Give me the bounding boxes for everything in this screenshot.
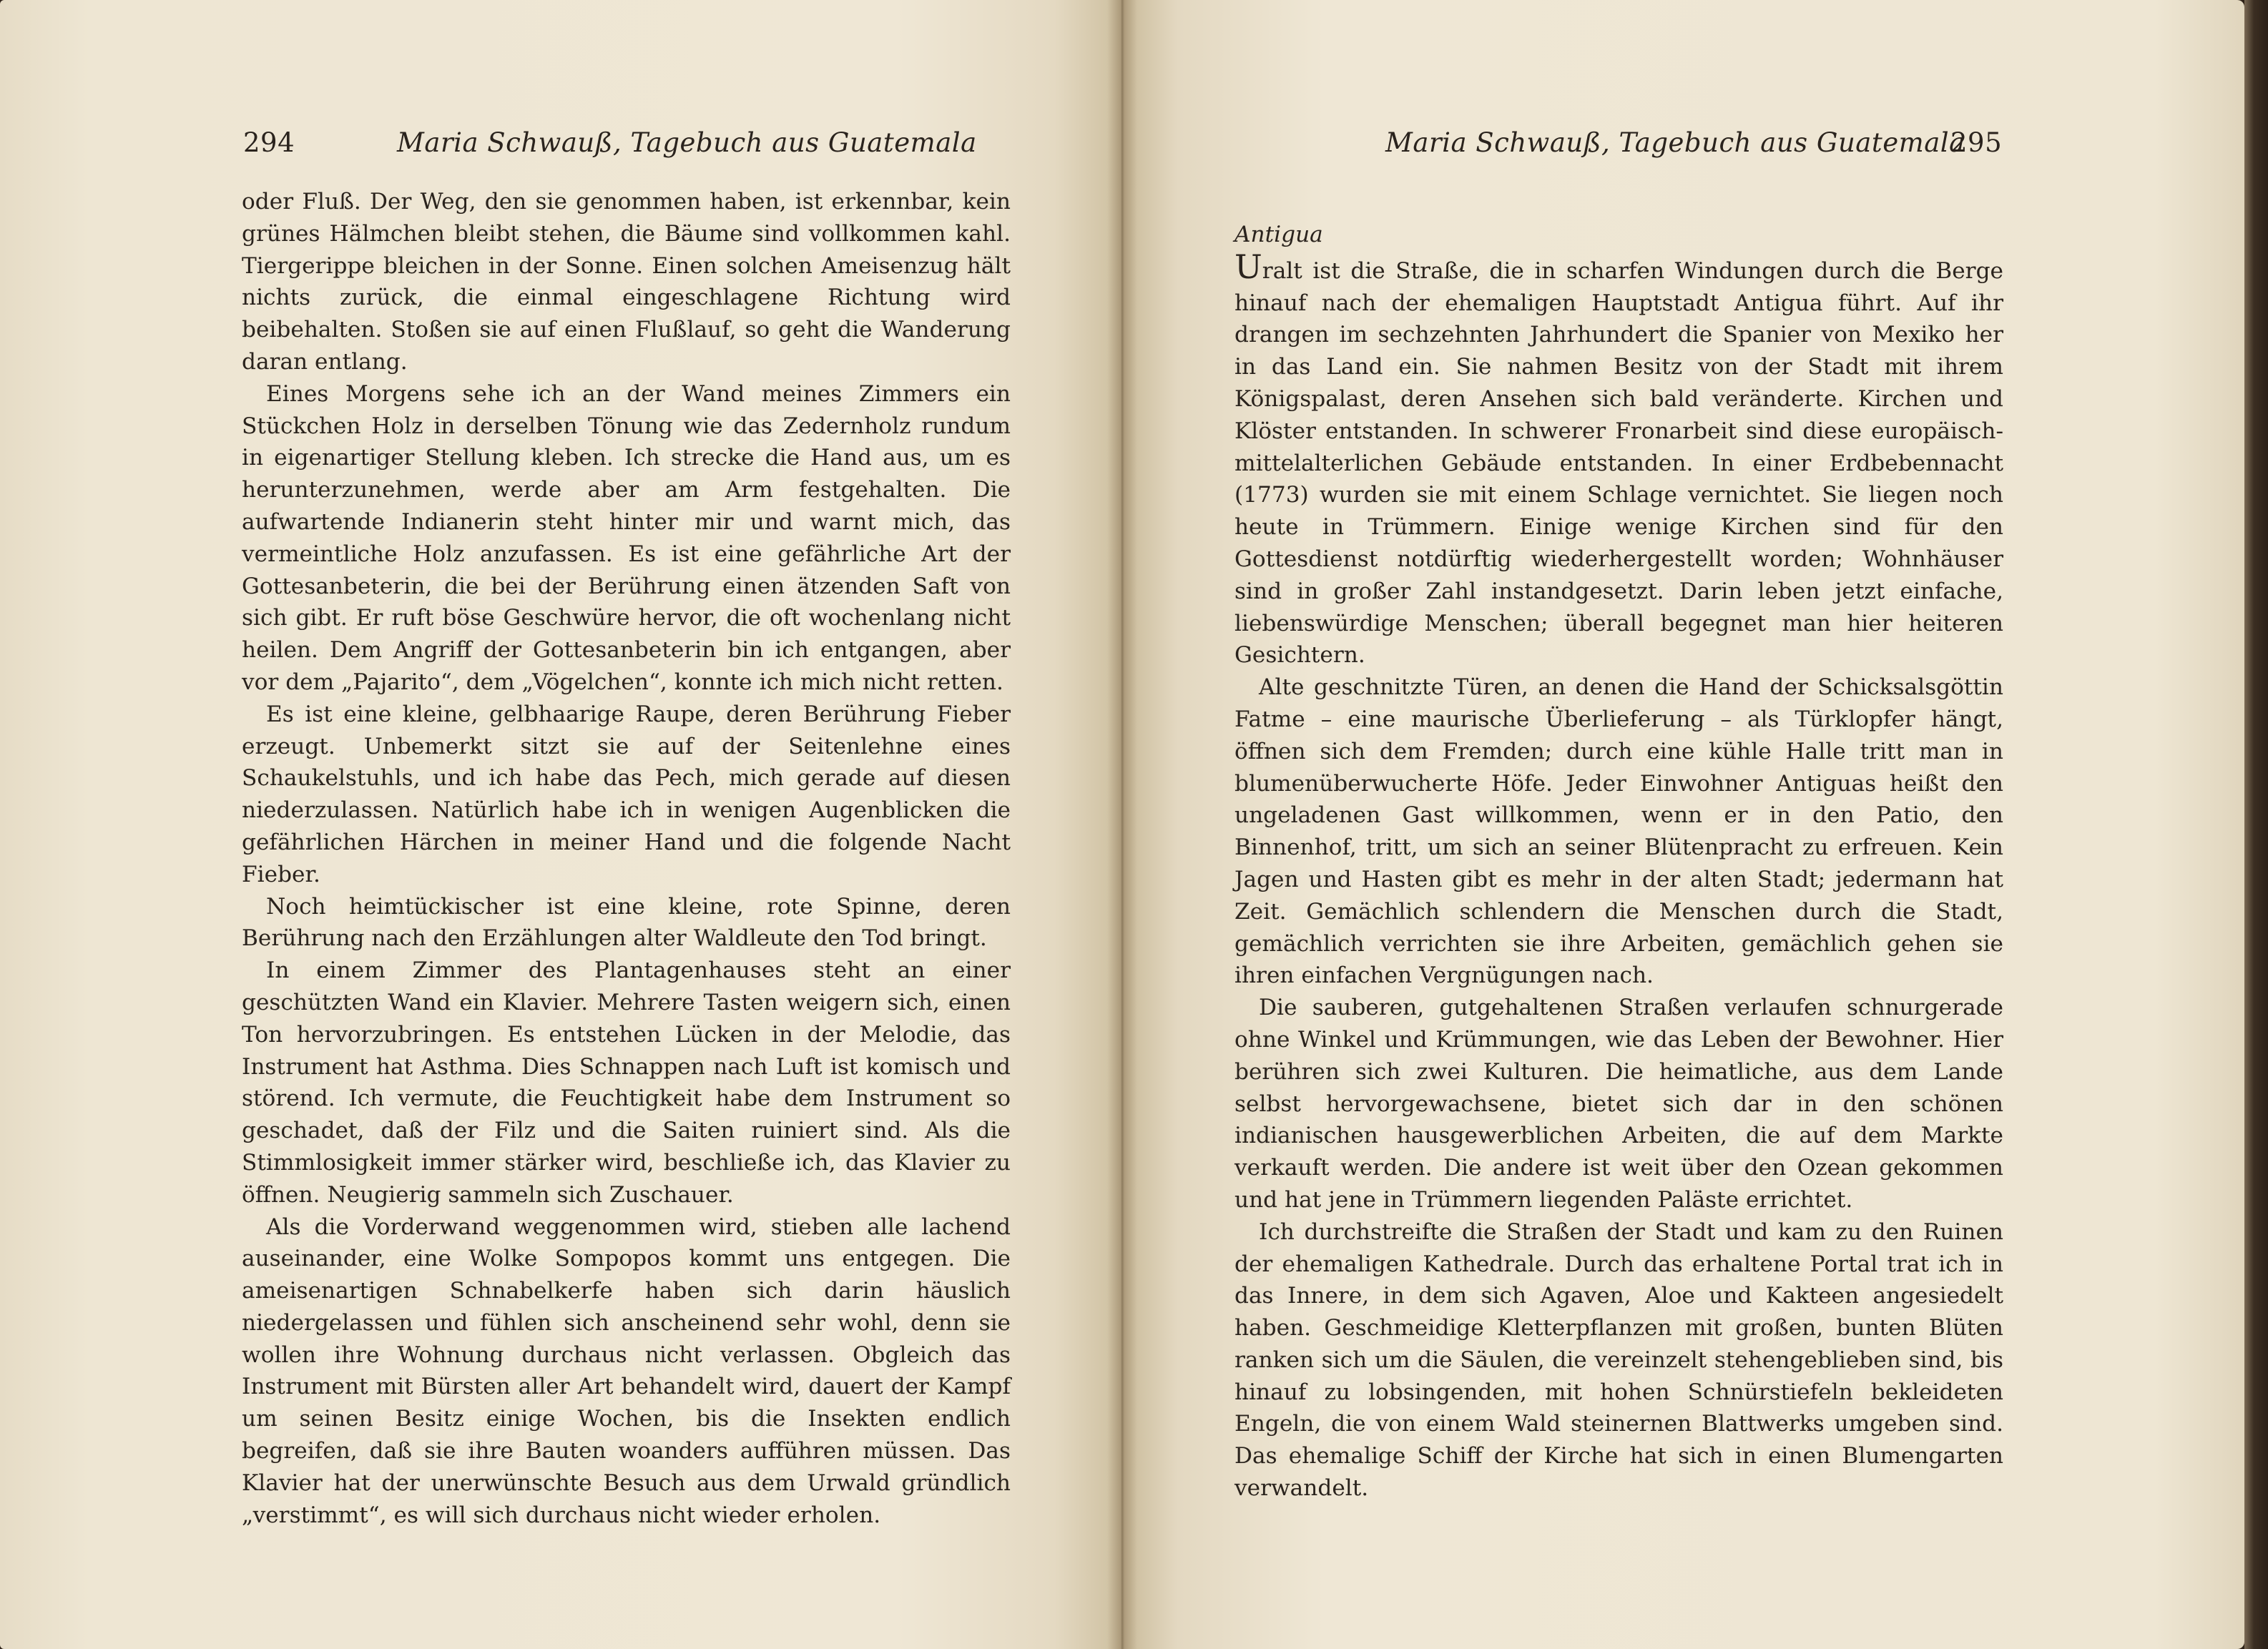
drop-cap: U bbox=[1234, 247, 1262, 286]
paragraph: Eines Morgens sehe ich an der Wand meines Zimmers ein Stückchen Holz in derselben Tönung wie das Zedernholz rundum in eigenartiger Stellung kleben. Ich strecke die Hand aus, um es herunterzunehmen, werde aber am Arm festgehalten. Die aufwartende Indianerin steht hinter mir und warnt mich, das vermeintliche Holz anzufassen. Es ist eine gefährliche Art der Gottesanbeterin, die bei der Berührung einen ätzenden Saft von sich gibt. Er ruft böse Geschwüre hervor, die oft wochenlang nicht heilen. Dem Angriff der Gottesanbeterin bin ich entgangen, aber vor dem „Pajarito“, dem „Vögelchen“, konnte ich mich nicht retten. bbox=[242, 380, 1011, 695]
right-page bbox=[1121, 0, 2244, 1649]
right-body-text bbox=[1234, 192, 2003, 1505]
paragraph: Es ist eine kleine, gelbhaarige Raupe, deren Berührung Fieber erzeugt. Unbemerkt sitzt sie auf der Seitenlehne eines Schaukelstuhls, und ich habe das Pech, mich gerade auf diesen niederzulassen. Natürlich habe ich in wenigen Augenblicken die gefährlichen Härchen in meiner Hand und die folgende Nacht Fieber. bbox=[242, 701, 1011, 887]
paragraph: In einem Zimmer des Plantagenhauses steht an einer geschützten Wand ein Klavier. Mehrere Tasten weigern sich, einen Ton hervorzubringen. Es entstehen Lücken in der Melodie, das Instrument hat Asthma. Dies Schnappen nach Luft ist komisch und störend. Ich vermute, die Feuchtigkeit habe dem Instrument so geschadet, daß der Filz und die Saiten ruiniert sind. Als die Stimmlosigkeit immer stärker wird, beschließe ich, das Klavier zu öffnen. Neugierig sammeln sich Zuschauer. bbox=[242, 958, 1011, 1208]
paragraph: Alte geschnitzte Türen, an denen die Hand der Schicksalsgöttin Fatme – eine maurische Überlieferung – als Türklopfer hängt, öffnen sich dem Fremden; durch eine kühle Halle tritt man in blumenüberwucherte Höfe. Jeder Einwohner Antiguas heißt den ungeladenen Gast willkommen, wenn er in den Patio, den Binnenhof, tritt, um sich an seiner Blütenpracht zu erfreuen. Kein Jagen und Hasten gibt es mehr in der alten Stadt; jedermann hat Zeit. Gemächlich schlendern die Menschen durch die Stadt, gemächlich verrichten sie ihre Arbeiten, gemächlich gehen sie ihren einfachen Vergnügungen nach. bbox=[1234, 674, 2003, 989]
left-running-title: Maria Schwauß, Tagebuch aus Guatemala bbox=[397, 127, 977, 158]
paragraph bbox=[1234, 247, 2003, 671]
paragraph: Die sauberen, gutgehaltenen Straßen verlaufen schnurgerade ohne Winkel und Krümmungen, wie das Leben der Bewohner. Hier berühren sich zwei Kulturen. Die heimatliche, aus dem Lande selbst hervorgewachsene, bietet sich dar in den schönen indianischen hausgewerblichen Arbeiten, die auf dem Markte verkauft werden. Die andere ist weit über den Ozean gekommen und hat jene in Trümmern liegenden Paläste errichtet. bbox=[1234, 995, 2003, 1213]
paragraph: Als die Vorderwand weggenommen wird, stieben alle lachend auseinander, eine Wolke Sompopos kommt uns entgegen. Die ameisenartigen Schnabelkerfe haben sich darin häuslich niedergelassen und fühlen sich anscheinend sehr wohl, denn sie wollen ihre Wohnung durchaus nicht verlassen. Obgleich das Instrument mit Bürsten aller Art behandelt wird, dauert der Kampf um seinen Besitz einige Wochen, bis die Insekten endlich begreifen, daß sie ihre Bauten woanders aufführen müssen. Das Klavier hat der unerwünschte Besuch aus dem Urwald gründlich „verstimmt“, es will sich durchaus nicht wieder erholen. bbox=[242, 1214, 1011, 1528]
left-page bbox=[0, 0, 1121, 1649]
left-page-number: 294 bbox=[243, 127, 295, 158]
book-gutter bbox=[1107, 0, 1137, 1649]
page-edge bbox=[2244, 0, 2268, 1649]
paragraph-text: ralt ist die Straße, die in scharfen Windungen durch die Berge hinauf nach der ehemaligen Hauptstadt Antigua führt. Auf ihr drangen im sechzehnten Jahrhundert die Spanier von Mexiko her in das Land ein. Sie nahmen Besitz von der Stadt mit ihrem Königspalast, deren Ansehen sich bald veränderte. Kirchen und Klöster entstanden. In schwerer Fronarbeit sind diese europäisch-mittelalterlichen Gebäude entstanden. In einer Erdbebennacht (1773) wurden sie mit einem Schlage vernichtet. Sie liegen noch heute in Trümmern. Einige wenige Kirchen sind für den Gottesdienst notdürftig wiederhergestellt worden; Wohnhäuser sind in großer Zahl instandgesetzt. Darin leben jetzt einfache, liebenswürdige Menschen; überall begegnet man hier heiteren Gesichtern. bbox=[1234, 257, 2003, 669]
right-running-head bbox=[1385, 127, 2003, 170]
left-running-head bbox=[243, 127, 1016, 170]
paragraph: Ich durchstreifte die Straßen der Stadt und kam zu den Ruinen der ehemaligen Kathedrale. Durch das erhaltene Portal trat ich in das Innere, in dem sich Agaven, Aloe und Kakteen angesiedelt haben. Geschmeidige Kletterpflanzen mit großen, bunten Blüten ranken sich um die Säulen, die vereinzelt stehengeblieben sind, bis hinauf zu lobsingenden, mit hohen Schnürstiefeln bekleideten Engeln, die von einem Wald steinernen Blattwerks umgeben sind. Das ehemalige Schiff der Kirche hat sich in einen Blumengarten verwandelt. bbox=[1234, 1219, 2003, 1502]
left-body-text bbox=[242, 186, 1011, 1531]
paragraph: oder Fluß. Der Weg, den sie genommen haben, ist erkennbar, kein grünes Hälmchen bleibt stehen, die Bäume sind vollkommen kahl. Tiergerippe bleichen in der Sonne. Einen solchen Ameisenzug hält nichts zurück, die einmal eingeschlagene Richtung wird beibehalten. Stoßen sie auf einen Flußlauf, so geht die Wanderung daran entlang. bbox=[242, 189, 1011, 375]
right-page-number: 295 bbox=[1950, 127, 2003, 158]
right-running-title: Maria Schwauß, Tagebuch aus Guatemala bbox=[1385, 127, 1965, 158]
paragraph: Noch heimtückischer ist eine kleine, rote Spinne, deren Berührung nach den Erzählungen alter Waldleute den Tod bringt. bbox=[242, 893, 1011, 952]
section-title: Antigua bbox=[1234, 222, 1323, 247]
